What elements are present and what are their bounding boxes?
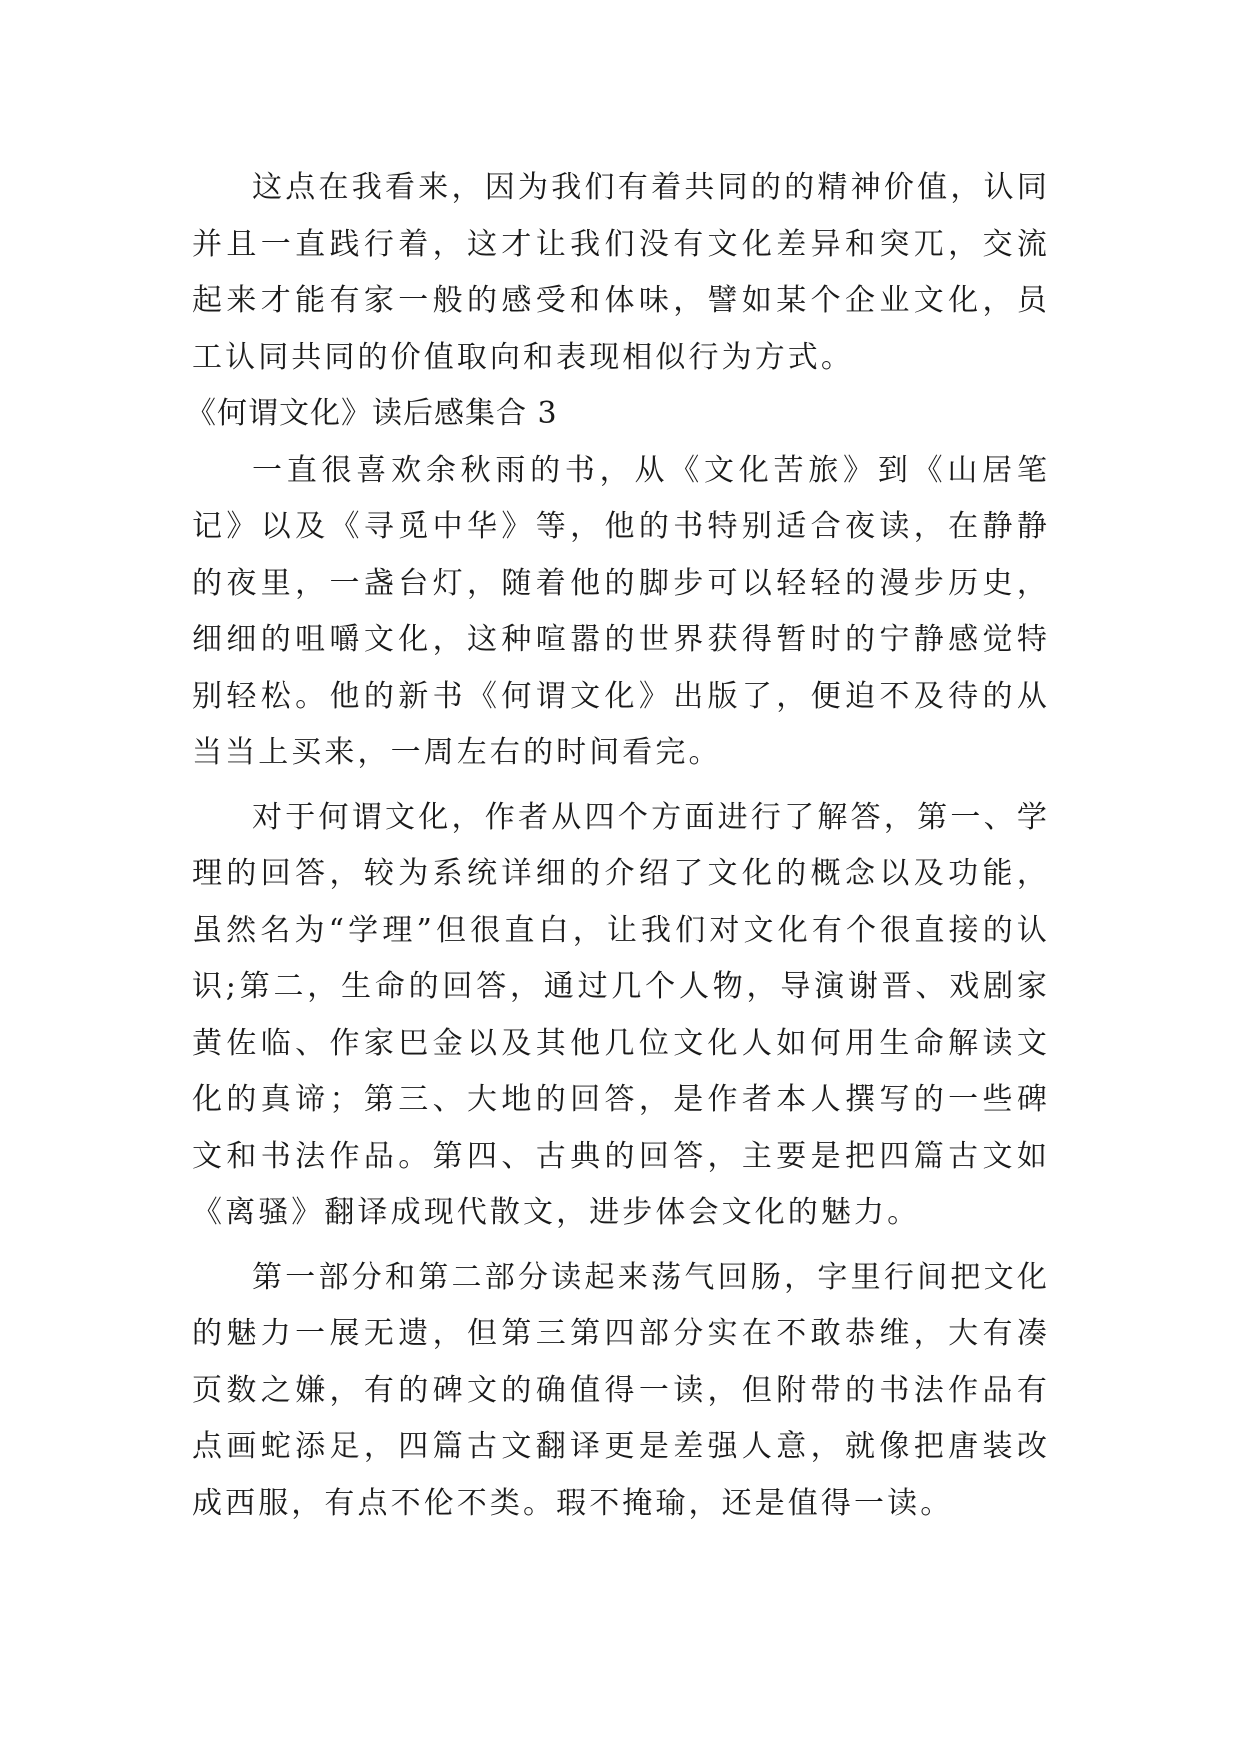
- paragraph-shared-values: 这点在我看来，因为我们有着共同的的精神价值，认同并且一直践行着，这才让我们没有文化差异和突兀，交流起来才能有家一般的感受和体味，譬如某个企业文化，员工认同共同的价值取向和表现相似行为方式。: [192, 170, 1050, 375]
- section-title: 《何谓文化》读后感集合 3: [186, 396, 558, 431]
- document-page: [186, 160, 1050, 1532]
- paragraph-review: 第一部分和第二部分读起来荡气回肠，字里行间把文化的魅力一展无遗，但第三第四部分实在不敢恭维，大有凑页数之嫌，有的碑文的确值得一读，但附带的书法作品有点画蛇添足，四篇古文翻译更是差强人意，就像把唐装改成西服，有点不伦不类。瑕不掩瑜，还是值得一读。: [192, 1259, 1050, 1521]
- paragraph-four-answers: 对于何谓文化，作者从四个方面进行了解答，第一、学理的回答，较为系统详细的介绍了文化的概念以及功能，虽然名为“学理”但很直白，让我们对文化有个很直接的认识;第二，生命的回答，通过几个人物，导演谢晋、戏剧家黄佐临、作家巴金以及其他几位文化人如何用生命解读文化的真谛；第三、大地的回答，是作者本人撰写的一些碑文和书法作品。第四、古典的回答，主要是把四篇古文如《离骚》翻译成现代散文，进步体会文化的魅力。: [192, 799, 1050, 1230]
- paragraph-yu-qiuyu-books: 一直很喜欢余秋雨的书，从《文化苦旅》到《山居笔记》以及《寻觅中华》等，他的书特别适合夜读，在静静的夜里，一盏台灯，随着他的脚步可以轻轻的漫步历史，细细的咀嚼文化，这种喧嚣的世界获得暂时的宁静感觉特别轻松。他的新书《何谓文化》出版了，便迫不及待的从当当上买来，一周左右的时间看完。: [192, 452, 1050, 770]
